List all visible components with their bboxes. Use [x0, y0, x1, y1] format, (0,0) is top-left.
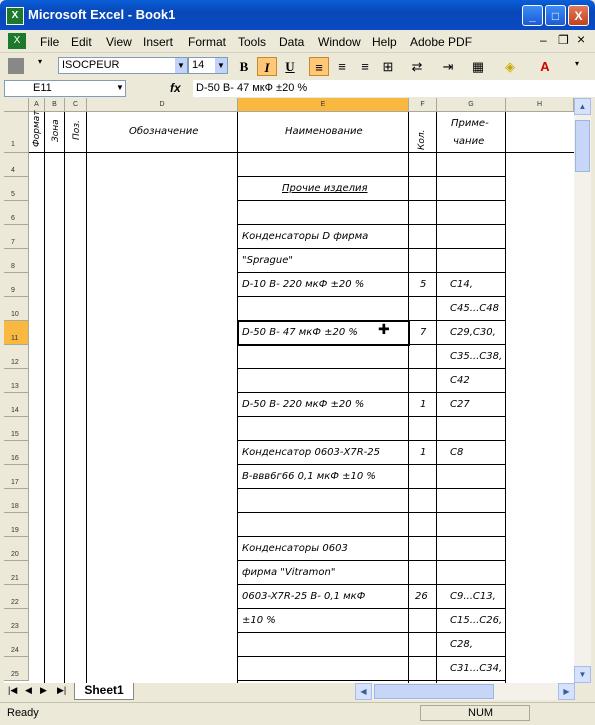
grid-hline [238, 632, 506, 633]
insert-function-icon[interactable]: fx [170, 81, 181, 95]
note-cell[interactable]: C31...C34, [450, 663, 503, 674]
grid-hline [238, 200, 506, 201]
note-cell[interactable]: C9...C13, [450, 591, 496, 602]
menu-view[interactable]: View [106, 35, 132, 49]
name-cell[interactable]: фирма "Vitramon" [242, 567, 336, 578]
menu-help[interactable]: Help [372, 35, 397, 49]
row-header[interactable]: 11 [4, 321, 29, 345]
print-icon[interactable] [8, 58, 24, 74]
note-cell[interactable]: C35...C38, [450, 351, 503, 362]
column-header-g[interactable]: G [437, 98, 506, 112]
grid-hline [238, 224, 506, 225]
row-header[interactable]: 15 [4, 417, 29, 441]
menu-window[interactable]: Window [318, 35, 361, 49]
row-header[interactable]: 20 [4, 537, 29, 561]
font-name-value: ISOCPEUR [62, 59, 120, 71]
row-header[interactable]: 7 [4, 225, 29, 249]
row-header[interactable]: 25 [4, 657, 29, 681]
indent-icon[interactable]: ⇥ [442, 59, 454, 74]
name-cell[interactable]: D-50 В- 220 мкФ ±20 % [242, 399, 365, 410]
name-cell[interactable]: "Sprague" [242, 255, 293, 266]
name-cell[interactable]: Конденсаторы D фирма [242, 231, 369, 242]
grid-hline [238, 464, 506, 465]
translate-icon[interactable]: ⇄ [411, 59, 423, 74]
header-quantity: Кол. [417, 129, 427, 150]
status-bar [0, 702, 595, 725]
scroll-right-button[interactable]: ▶ [558, 683, 575, 700]
grid-hline [238, 368, 506, 369]
bold-button[interactable]: B [239, 59, 249, 74]
name-cell[interactable]: ±10 % [242, 615, 276, 626]
prev-sheet-icon[interactable]: ◀ [25, 685, 32, 695]
column-header-e[interactable]: E [238, 98, 409, 112]
menu-adobe-pdf[interactable]: Adobe PDF [410, 35, 473, 49]
column-header-f[interactable]: F [409, 98, 437, 112]
header-designation: Обозначение [129, 126, 199, 137]
name-cell[interactable]: D-50 В- 47 мкФ ±20 % [242, 327, 358, 338]
scroll-down-button[interactable]: ▼ [574, 666, 591, 683]
grid-hline [238, 248, 506, 249]
workbook-icon[interactable]: X [8, 33, 26, 49]
grid-hline [238, 680, 506, 681]
chevron-down-icon[interactable]: ▼ [116, 83, 124, 92]
grid-hline [238, 584, 506, 585]
menu-edit[interactable]: Edit [71, 35, 92, 49]
scroll-left-button[interactable]: ◀ [355, 683, 372, 700]
num-lock-indicator: NUM [468, 707, 494, 719]
grid-vline [237, 112, 238, 683]
column-header-h[interactable]: H [506, 98, 574, 112]
row-header[interactable]: 14 [4, 393, 29, 417]
header-position: Поз. [72, 120, 82, 140]
header-format: Формат [32, 110, 42, 147]
align-left-button[interactable]: ≡ [309, 57, 329, 76]
grid-vline [44, 112, 45, 683]
vertical-scroll-thumb[interactable] [575, 120, 590, 172]
row-header[interactable]: 24 [4, 633, 29, 657]
name-cell[interactable]: Конденсаторы 0603 [242, 543, 348, 554]
column-header-d[interactable]: D [87, 98, 238, 112]
name-cell[interactable]: Прочие изделия [282, 183, 368, 194]
chevron-down-icon[interactable]: ▼ [215, 58, 227, 73]
grid-hline [238, 416, 506, 417]
note-cell[interactable]: C42 [450, 375, 470, 386]
note-cell[interactable]: C29,C30, [450, 327, 496, 338]
grid-hline [238, 560, 506, 561]
sheet-tab-bar [0, 683, 595, 700]
column-header-c[interactable]: C [65, 98, 87, 112]
row-header[interactable]: 13 [4, 369, 29, 393]
scroll-up-button[interactable]: ▲ [574, 98, 591, 115]
row-header[interactable]: 16 [4, 441, 29, 465]
align-right-button[interactable]: ≡ [361, 59, 369, 74]
quantity-cell[interactable]: 5 [420, 279, 427, 290]
excel-app-icon[interactable]: X [6, 7, 24, 25]
row-header[interactable]: 8 [4, 249, 29, 273]
grid-hline [238, 440, 506, 441]
borders-icon[interactable]: ▦ [471, 59, 485, 74]
row-header[interactable]: 18 [4, 489, 29, 513]
quantity-cell[interactable]: 1 [420, 399, 427, 410]
grid-vline [408, 112, 409, 683]
grid-hline [238, 272, 506, 273]
grid-hline [238, 512, 506, 513]
grid-hline [238, 608, 506, 609]
row-header[interactable]: 22 [4, 585, 29, 609]
menu-tools[interactable]: Tools [238, 35, 267, 49]
note-cell[interactable]: C14, [450, 279, 473, 290]
next-sheet-icon[interactable]: ▶ [40, 685, 47, 695]
select-all-corner[interactable] [4, 98, 29, 112]
cursor-cross-icon: ✚ [378, 321, 390, 337]
menu-file[interactable]: File [40, 35, 60, 49]
formula-bar [0, 79, 595, 98]
title-bar [0, 0, 595, 30]
formatting-toolbar [0, 53, 595, 80]
quantity-cell[interactable]: 1 [420, 447, 427, 458]
name-cell[interactable]: D-10 В- 220 мкФ ±20 % [242, 279, 365, 290]
minimize-button[interactable]: _ [522, 5, 543, 26]
name-box-value: E11 [33, 82, 52, 94]
font-size-combo[interactable] [188, 57, 228, 74]
align-center-button[interactable]: ≡ [338, 59, 346, 74]
worksheet-grid[interactable] [4, 98, 574, 683]
grid-vline [505, 112, 506, 683]
row-header[interactable]: 6 [4, 201, 29, 225]
window-title: Microsoft Excel - Book1 [28, 7, 176, 22]
note-cell[interactable]: C8 [450, 447, 464, 458]
grid-hline [29, 152, 574, 153]
name-cell[interactable]: 0603-X7R-25 В- 0,1 мкФ [242, 591, 366, 602]
column-header-a[interactable]: A [29, 98, 45, 112]
status-text: Ready [7, 707, 39, 719]
grid-hline [238, 536, 506, 537]
menu-data[interactable]: Data [279, 35, 305, 49]
grid-hline [238, 392, 506, 393]
grid-hline [238, 656, 506, 657]
menu-bar [0, 30, 595, 53]
doc-minimize-button[interactable]: – [540, 33, 547, 47]
row-header[interactable]: 17 [4, 465, 29, 489]
note-cell[interactable]: C28, [450, 639, 473, 650]
quantity-cell[interactable]: 26 [415, 591, 428, 602]
underline-button[interactable]: U [285, 59, 295, 74]
formula-input[interactable]: D-50 В- 47 мкФ ±20 % [193, 80, 595, 97]
row-header[interactable]: 21 [4, 561, 29, 585]
note-cell[interactable]: C15...C26, [450, 615, 503, 626]
horizontal-scrollbar[interactable] [355, 683, 575, 700]
italic-button[interactable]: I [257, 57, 277, 76]
font-size-value: 14 [192, 59, 205, 71]
vertical-scrollbar[interactable] [574, 98, 591, 683]
name-cell[interactable]: Конденсатор 0603-X7R-25 [242, 447, 381, 458]
row-header[interactable]: 12 [4, 345, 29, 369]
merge-center-button[interactable]: ⊞ [382, 59, 394, 74]
header-note-line2: чание [453, 136, 485, 147]
menu-insert[interactable]: Insert [143, 35, 174, 49]
doc-close-button[interactable]: × [577, 31, 586, 47]
name-cell[interactable]: В-ввв6г66 0,1 мкФ ±10 % [242, 471, 376, 482]
quantity-cell[interactable]: 7 [420, 327, 427, 338]
header-name: Наименование [285, 126, 363, 137]
note-cell[interactable]: C45...C48 [450, 303, 499, 314]
note-cell[interactable]: C27 [450, 399, 470, 410]
chevron-down-icon[interactable]: ▼ [175, 58, 187, 73]
font-name-combo[interactable] [58, 57, 188, 74]
row-header[interactable]: 1 [4, 112, 29, 153]
grid-vline [86, 112, 87, 683]
maximize-button[interactable]: □ [545, 5, 566, 26]
header-note-line1: Приме- [451, 118, 489, 129]
grid-hline [238, 296, 506, 297]
row-header[interactable]: 9 [4, 273, 29, 297]
row-header[interactable]: 10 [4, 297, 29, 321]
sheet-tab-sheet1[interactable]: Sheet1 [74, 683, 134, 700]
horizontal-scroll-thumb[interactable] [374, 684, 494, 699]
grid-vline [436, 112, 437, 683]
last-sheet-icon[interactable]: ▶| [57, 685, 67, 695]
header-zone: Зона [51, 119, 61, 142]
grid-hline [238, 176, 506, 177]
row-header[interactable]: 5 [4, 177, 29, 201]
grid-vline [64, 112, 65, 683]
row-header[interactable]: 23 [4, 609, 29, 633]
name-box[interactable] [4, 80, 126, 97]
fill-color-icon[interactable]: ◈ [505, 59, 515, 74]
toolbar-options-icon[interactable]: ▾ [38, 57, 43, 66]
font-color-icon[interactable]: A [540, 59, 550, 74]
column-header-b[interactable]: B [45, 98, 65, 112]
row-header[interactable]: 4 [4, 153, 29, 177]
toolbar-overflow-icon[interactable]: ▾ [575, 59, 580, 68]
first-sheet-icon[interactable]: |◀ [8, 685, 18, 695]
menu-format[interactable]: Format [188, 35, 227, 49]
close-button[interactable]: X [568, 5, 589, 26]
grid-hline [238, 488, 506, 489]
doc-restore-button[interactable]: ❐ [558, 33, 569, 47]
row-header[interactable]: 19 [4, 513, 29, 537]
